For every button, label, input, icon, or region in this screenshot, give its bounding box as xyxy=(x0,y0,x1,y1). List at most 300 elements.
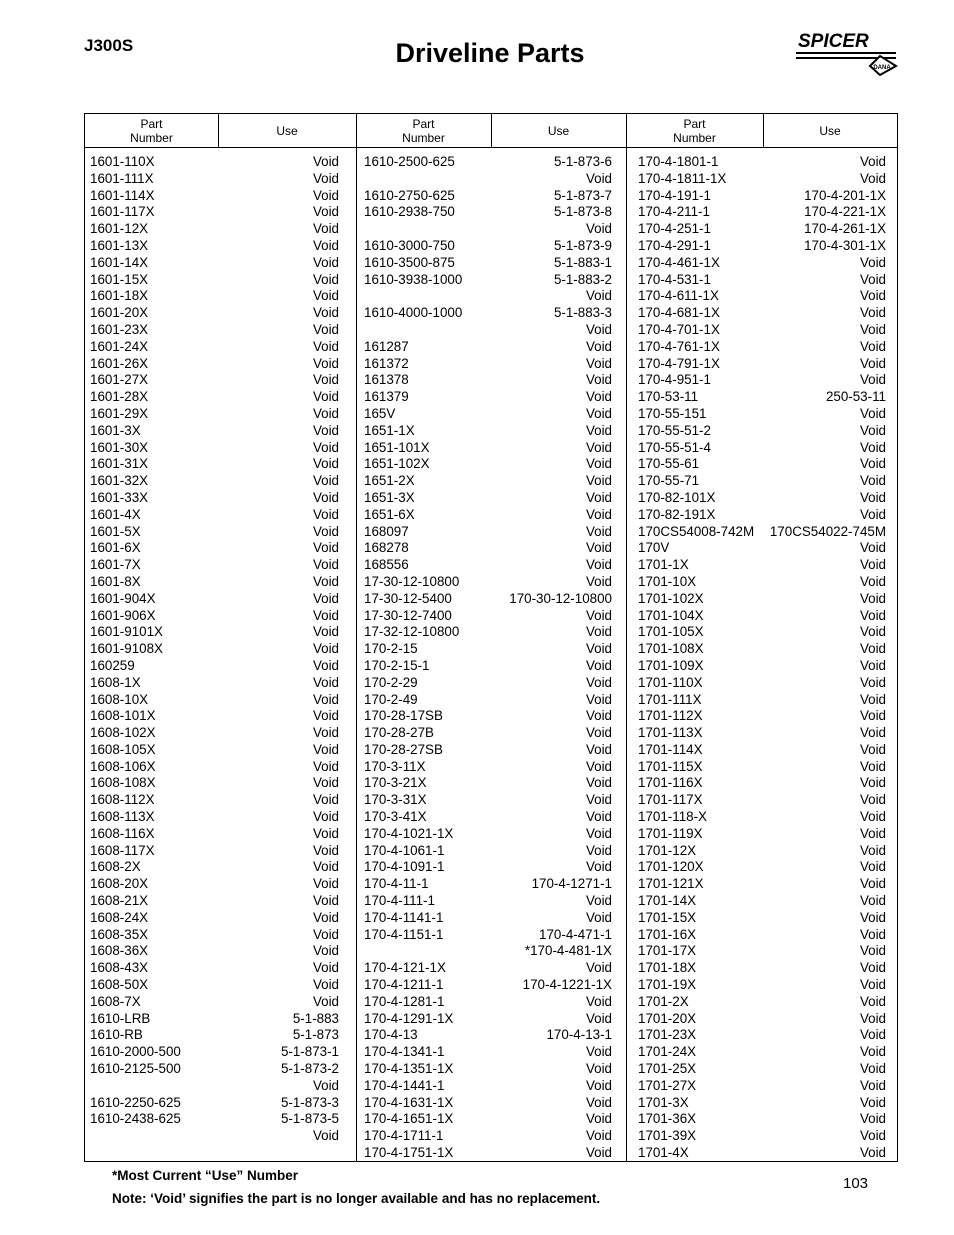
part-use: Void xyxy=(312,977,339,993)
part-number: 1601-23X xyxy=(90,321,149,337)
part-use: Void xyxy=(859,893,886,909)
part-use: Void xyxy=(859,809,886,825)
part-number: 1608-102X xyxy=(90,725,156,741)
part-use: 5-1-873-1 xyxy=(280,1044,339,1060)
table-row xyxy=(90,406,339,423)
part-number: 1701-27X xyxy=(638,1077,697,1093)
part-use: Void xyxy=(585,624,612,640)
table-row xyxy=(90,255,339,272)
part-use: 170-4-1271-1 xyxy=(531,876,612,892)
table-row xyxy=(90,1061,339,1078)
table-row xyxy=(364,557,612,574)
part-use: Void xyxy=(585,1145,612,1161)
table-row xyxy=(638,809,886,826)
table-row xyxy=(638,910,886,927)
table-row xyxy=(364,272,612,289)
parts-column-3 xyxy=(638,154,886,1162)
table-row xyxy=(90,524,339,541)
parts-column-2 xyxy=(364,154,612,1162)
part-use: Void xyxy=(312,641,339,657)
part-number: 1601-29X xyxy=(90,405,149,421)
table-row xyxy=(638,540,886,557)
part-number: 170-28-17SB xyxy=(364,708,443,724)
part-number: 1601-20X xyxy=(90,305,149,321)
part-use: Void xyxy=(585,170,612,186)
table-row xyxy=(364,1111,612,1128)
part-use: Void xyxy=(585,893,612,909)
table-row xyxy=(364,221,612,238)
table-row xyxy=(364,1145,612,1162)
part-use: Void xyxy=(312,473,339,489)
table-row xyxy=(364,171,612,188)
part-number: 1651-101X xyxy=(364,439,430,455)
table-row xyxy=(638,1061,886,1078)
part-number: 170-4-191-1 xyxy=(638,187,711,203)
part-number: 1601-3X xyxy=(90,422,141,438)
part-number: 1701-4X xyxy=(638,1145,689,1161)
part-number: 1701-118-X xyxy=(638,809,707,825)
part-number: 1601-30X xyxy=(90,439,149,455)
part-number: 1701-112X xyxy=(638,708,703,724)
table-row xyxy=(638,725,886,742)
part-number: 1610-2750-625 xyxy=(364,187,455,203)
part-number: 1608-105X xyxy=(90,741,156,757)
part-use: Void xyxy=(585,1010,612,1026)
part-use: Void xyxy=(312,1077,339,1093)
part-number: 1701-16X xyxy=(638,926,697,942)
table-row xyxy=(638,1078,886,1095)
table-row xyxy=(638,389,886,406)
part-use: Void xyxy=(312,506,339,522)
part-use: Void xyxy=(859,876,886,892)
table-row xyxy=(90,809,339,826)
part-number: 1610-LRB xyxy=(90,1010,151,1026)
part-use: Void xyxy=(585,657,612,673)
table-row xyxy=(638,608,886,625)
part-use: 170-4-471-1 xyxy=(539,926,612,942)
table-row xyxy=(90,305,339,322)
table-row xyxy=(364,1027,612,1044)
table-row xyxy=(90,675,339,692)
part-number: 1601-906X xyxy=(90,607,156,623)
table-row xyxy=(638,356,886,373)
table-row xyxy=(364,759,612,776)
table-row xyxy=(638,792,886,809)
table-row xyxy=(90,641,339,658)
table-row xyxy=(90,389,339,406)
part-number: 1601-15X xyxy=(90,271,149,287)
table-row xyxy=(90,759,339,776)
table-row xyxy=(90,154,339,171)
table-row xyxy=(364,994,612,1011)
part-number: 1601-110X xyxy=(90,154,155,169)
part-number: 170-4-1341-1 xyxy=(364,1044,445,1060)
part-use: Void xyxy=(585,674,612,690)
part-number: 17-30-12-10800 xyxy=(364,573,460,589)
part-use: Void xyxy=(312,305,339,321)
table-row xyxy=(638,994,886,1011)
part-use: Void xyxy=(859,271,886,287)
part-number: 170-4-1441-1 xyxy=(364,1077,445,1093)
part-number: 1608-116X xyxy=(90,825,155,841)
part-use: Void xyxy=(859,825,886,841)
part-number: 1608-106X xyxy=(90,758,156,774)
table-row xyxy=(364,624,612,641)
part-number: 1608-7X xyxy=(90,993,141,1009)
part-use: Void xyxy=(585,523,612,539)
part-number: 1701-121X xyxy=(638,876,704,892)
part-use: Void xyxy=(585,288,612,304)
table-row xyxy=(364,372,612,389)
part-number: 1601-12X xyxy=(90,221,149,237)
part-use: Void xyxy=(585,321,612,337)
table-row xyxy=(364,927,612,944)
part-use: Void xyxy=(585,691,612,707)
table-row xyxy=(638,1095,886,1112)
table-row xyxy=(638,204,886,221)
table-row xyxy=(364,876,612,893)
part-use: Void xyxy=(312,540,339,556)
table-row xyxy=(638,188,886,205)
table-row xyxy=(638,641,886,658)
table-row xyxy=(638,943,886,960)
part-use: 5-1-873-7 xyxy=(553,187,612,203)
part-number: 1608-101X xyxy=(90,708,156,724)
part-use: Void xyxy=(585,540,612,556)
header-divider xyxy=(491,114,492,147)
table-row xyxy=(638,591,886,608)
table-row xyxy=(638,1145,886,1162)
part-use: Void xyxy=(312,708,339,724)
part-number: 17-30-12-5400 xyxy=(364,590,452,606)
part-number: 1610-2000-500 xyxy=(90,1044,181,1060)
table-row xyxy=(638,507,886,524)
part-number: 1701-108X xyxy=(638,641,704,657)
table-row xyxy=(90,221,339,238)
part-number: 170-55-61 xyxy=(638,456,700,472)
part-number: 170V xyxy=(638,540,670,556)
part-number: 17-30-12-7400 xyxy=(364,607,452,623)
table-row xyxy=(364,1044,612,1061)
part-use: 5-1-873 xyxy=(292,1027,339,1043)
part-use: 170-4-301-1X xyxy=(804,237,886,253)
table-row xyxy=(364,188,612,205)
table-row xyxy=(364,524,612,541)
parts-table xyxy=(84,113,898,1162)
header-divider xyxy=(763,114,764,147)
part-use: Void xyxy=(312,842,339,858)
part-use: Void xyxy=(312,725,339,741)
part-use: Void xyxy=(859,573,886,589)
part-number: 1701-23X xyxy=(638,1027,697,1043)
part-use: Void xyxy=(312,657,339,673)
part-use: 170-30-12-10800 xyxy=(509,590,612,606)
table-row xyxy=(90,188,339,205)
part-number: 1610-RB xyxy=(90,1027,143,1043)
page-number: 103 xyxy=(843,1175,869,1192)
part-number: 1651-6X xyxy=(364,506,415,522)
part-use: Void xyxy=(859,708,886,724)
void-note: Note: ‘Void’ signifies the part is no longer available and has no replacement. xyxy=(112,1191,601,1206)
part-use: Void xyxy=(312,624,339,640)
part-use: Void xyxy=(312,170,339,186)
table-row xyxy=(90,893,339,910)
part-use: Void xyxy=(312,372,339,388)
table-row xyxy=(90,859,339,876)
part-number: 170-4-681-1X xyxy=(638,305,720,321)
part-use: Void xyxy=(859,758,886,774)
table-row xyxy=(364,708,612,725)
part-number: 1610-2125-500 xyxy=(90,1061,181,1077)
part-use: Void xyxy=(312,573,339,589)
part-number: 1610-2938-750 xyxy=(364,204,455,220)
part-number: 161287 xyxy=(364,338,409,354)
part-use: 5-1-873-5 xyxy=(280,1111,339,1127)
part-number: 170-53-11 xyxy=(638,389,699,405)
part-number: 1601-14X xyxy=(90,254,149,270)
part-number: 1701-114X xyxy=(638,741,703,757)
table-row xyxy=(638,272,886,289)
part-number: 170-4-1801-1 xyxy=(638,154,719,169)
part-number: 1608-2X xyxy=(90,859,141,875)
part-use: Void xyxy=(312,338,339,354)
table-row xyxy=(364,423,612,440)
table-row xyxy=(90,977,339,994)
part-use: Void xyxy=(585,708,612,724)
part-use: Void xyxy=(859,254,886,270)
part-use: Void xyxy=(312,607,339,623)
part-number: 1608-1X xyxy=(90,674,141,690)
table-row xyxy=(638,456,886,473)
part-use: Void xyxy=(859,725,886,741)
part-number: 1608-21X xyxy=(90,893,149,909)
table-row xyxy=(638,876,886,893)
part-number: 170-4-531-1 xyxy=(638,271,711,287)
table-row xyxy=(638,759,886,776)
part-use: Void xyxy=(585,1128,612,1144)
part-number: 1701-24X xyxy=(638,1044,697,1060)
table-row xyxy=(638,859,886,876)
table-row xyxy=(364,322,612,339)
part-use: Void xyxy=(859,405,886,421)
part-use: 5-1-883-1 xyxy=(553,254,612,270)
part-use: Void xyxy=(859,624,886,640)
table-row xyxy=(364,977,612,994)
table-row xyxy=(90,456,339,473)
table-row xyxy=(364,1095,612,1112)
part-number: 1701-113X xyxy=(638,725,703,741)
current-use-note: *Most Current “Use” Number xyxy=(112,1168,299,1183)
part-number: 1701-3X xyxy=(638,1094,689,1110)
part-number: 170-4-461-1X xyxy=(638,254,720,270)
table-row xyxy=(364,591,612,608)
part-use: Void xyxy=(585,993,612,1009)
part-number: 1601-18X xyxy=(90,288,149,304)
page-title: Driveline Parts xyxy=(395,38,585,68)
table-row xyxy=(638,255,886,272)
table-row xyxy=(364,154,612,171)
part-use: Void xyxy=(859,489,886,505)
table-row xyxy=(364,574,612,591)
part-number: 1701-115X xyxy=(638,758,703,774)
part-number: 170-3-21X xyxy=(364,775,427,791)
spicer-logo-text: SPICER xyxy=(798,31,869,52)
table-row xyxy=(90,608,339,625)
part-use: Void xyxy=(585,909,612,925)
table-row xyxy=(638,372,886,389)
table-row xyxy=(638,1044,886,1061)
part-use: 5-1-883-3 xyxy=(553,305,612,321)
part-use: Void xyxy=(312,237,339,253)
table-row xyxy=(638,1027,886,1044)
part-use: Void xyxy=(859,288,886,304)
part-use: Void xyxy=(859,1145,886,1161)
part-number: 170-4-1061-1 xyxy=(364,842,445,858)
table-row xyxy=(90,423,339,440)
table-row xyxy=(90,725,339,742)
part-use: Void xyxy=(859,741,886,757)
part-use: Void xyxy=(859,842,886,858)
table-row xyxy=(90,356,339,373)
part-use: Void xyxy=(585,439,612,455)
part-use: Void xyxy=(585,557,612,573)
part-use: Void xyxy=(859,557,886,573)
table-row xyxy=(638,1111,886,1128)
part-use: 5-1-873-6 xyxy=(553,154,612,169)
part-number: 161378 xyxy=(364,372,409,388)
table-row xyxy=(364,204,612,221)
part-number: 168556 xyxy=(364,557,409,573)
part-use: Void xyxy=(585,1111,612,1127)
part-use: Void xyxy=(312,154,339,169)
table-row xyxy=(364,540,612,557)
part-use: 5-1-883-2 xyxy=(553,271,612,287)
part-number: 161372 xyxy=(364,355,409,371)
part-number: 170-2-49 xyxy=(364,691,418,707)
header-divider xyxy=(218,114,219,147)
part-number: 168097 xyxy=(364,523,409,539)
part-use: Void xyxy=(585,506,612,522)
table-row xyxy=(364,1061,612,1078)
table-row xyxy=(364,389,612,406)
part-use: Void xyxy=(312,809,339,825)
part-use: Void xyxy=(585,1094,612,1110)
table-row xyxy=(90,742,339,759)
part-use: Void xyxy=(312,271,339,287)
part-number: 170-55-151 xyxy=(638,405,707,421)
part-number: 170-4-1151-1 xyxy=(364,926,444,942)
part-number: 1608-24X xyxy=(90,909,149,925)
table-row xyxy=(638,406,886,423)
part-number: 170-55-71 xyxy=(638,473,700,489)
part-use: Void xyxy=(312,422,339,438)
part-use: Void xyxy=(859,993,886,1009)
table-row xyxy=(364,356,612,373)
part-use: 170-4-261-1X xyxy=(804,221,886,237)
part-use: Void xyxy=(859,1044,886,1060)
table-row xyxy=(364,440,612,457)
part-use: Void xyxy=(859,540,886,556)
part-number: 1701-20X xyxy=(638,1010,697,1026)
part-use: Void xyxy=(585,842,612,858)
table-row xyxy=(90,658,339,675)
table-row xyxy=(364,910,612,927)
part-use: Void xyxy=(859,1061,886,1077)
part-number: 1608-112X xyxy=(90,792,155,808)
part-number: 170-4-1291-1X xyxy=(364,1010,454,1026)
table-row xyxy=(638,675,886,692)
part-number: 17-32-12-10800 xyxy=(364,624,460,640)
part-number: 1610-4000-1000 xyxy=(364,305,463,321)
part-number: 170-4-13 xyxy=(364,1027,418,1043)
part-use: Void xyxy=(859,1010,886,1026)
part-number: 170-4-11-1 xyxy=(364,876,429,892)
table-row xyxy=(90,574,339,591)
part-use: Void xyxy=(585,1044,612,1060)
table-row xyxy=(638,490,886,507)
part-use: 5-1-873-3 xyxy=(280,1094,339,1110)
part-use: Void xyxy=(312,792,339,808)
part-use: Void xyxy=(859,775,886,791)
part-number: 1601-32X xyxy=(90,473,149,489)
part-number: 1651-3X xyxy=(364,489,415,505)
part-use: Void xyxy=(859,641,886,657)
part-number: 1701-111X xyxy=(638,691,702,707)
part-use: Void xyxy=(859,321,886,337)
part-number: 170-3-41X xyxy=(364,809,427,825)
part-number: 1610-3000-750 xyxy=(364,237,455,253)
part-number: 1701-102X xyxy=(638,590,704,606)
part-use: Void xyxy=(859,355,886,371)
part-number: 1701-19X xyxy=(638,977,697,993)
part-use: Void xyxy=(312,943,339,959)
table-row xyxy=(638,742,886,759)
part-number: 1601-114X xyxy=(90,187,155,203)
part-use: Void xyxy=(585,473,612,489)
part-use: Void xyxy=(312,439,339,455)
part-number: 1601-9101X xyxy=(90,624,163,640)
part-number: 1608-36X xyxy=(90,943,149,959)
part-number: 1601-4X xyxy=(90,506,141,522)
part-use: Void xyxy=(312,523,339,539)
part-number: 1601-9108X xyxy=(90,641,163,657)
part-use: Void xyxy=(312,876,339,892)
parts-column-1 xyxy=(90,154,339,1145)
part-use: 250-53-11 xyxy=(825,389,886,405)
part-number: 170-4-1351-1X xyxy=(364,1061,454,1077)
part-number: 1608-35X xyxy=(90,926,149,942)
part-use: Void xyxy=(585,859,612,875)
part-use: Void xyxy=(585,607,612,623)
part-use: Void xyxy=(312,405,339,421)
part-number: 1601-24X xyxy=(90,338,149,354)
part-use: Void xyxy=(312,1128,339,1144)
part-use: Void xyxy=(859,926,886,942)
table-row xyxy=(638,238,886,255)
table-row xyxy=(364,456,612,473)
part-number: 1608-50X xyxy=(90,977,149,993)
part-use: Void xyxy=(859,943,886,959)
part-use: Void xyxy=(859,657,886,673)
table-row xyxy=(364,305,612,322)
part-number: 1701-17X xyxy=(638,943,697,959)
table-row xyxy=(638,339,886,356)
part-number: 160259 xyxy=(90,657,135,673)
table-row xyxy=(364,859,612,876)
table-row xyxy=(364,692,612,709)
table-row xyxy=(364,1078,612,1095)
part-use: Void xyxy=(585,809,612,825)
